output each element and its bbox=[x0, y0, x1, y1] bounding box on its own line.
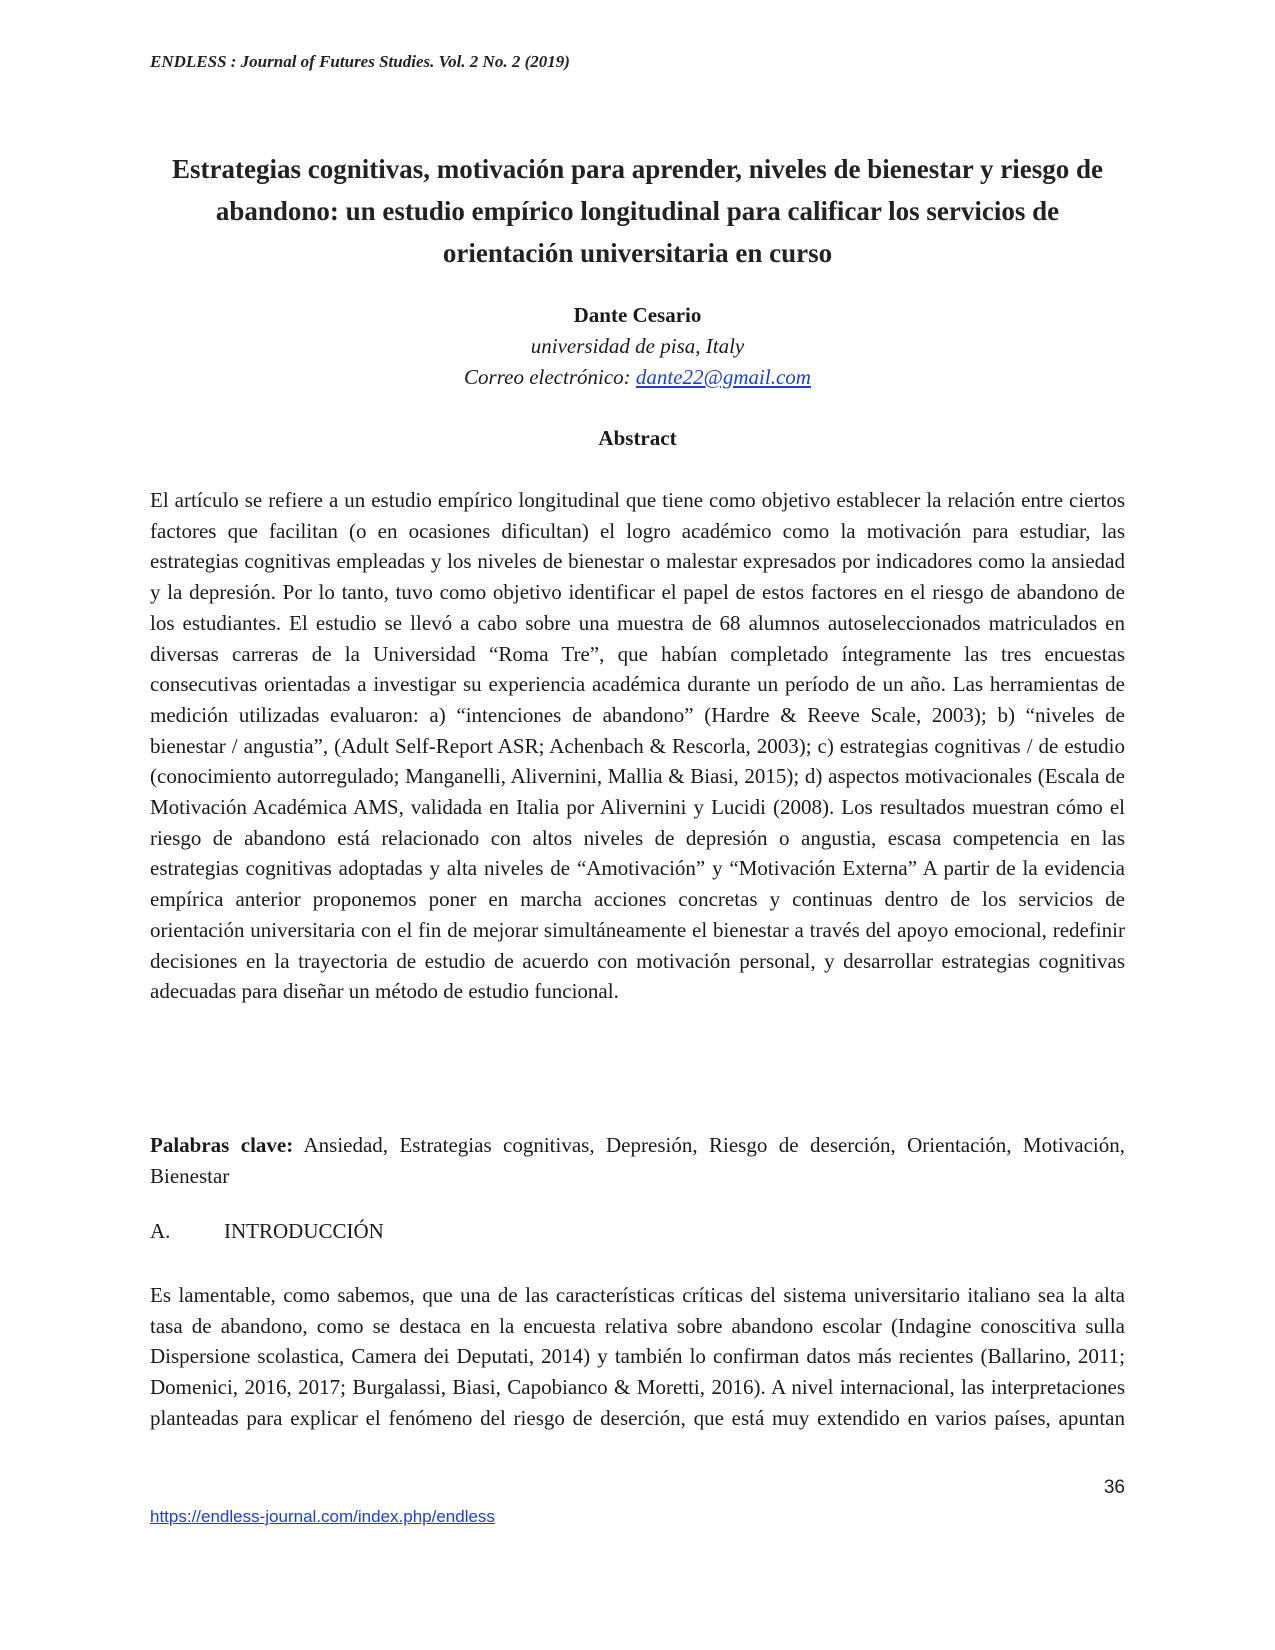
journal-url-link[interactable]: https://endless-journal.com/index.php/endless bbox=[150, 1507, 495, 1526]
section-letter: A. bbox=[150, 1219, 171, 1243]
email-link[interactable]: dante22@gmail.com bbox=[635, 365, 811, 389]
running-header: ENDLESS : Journal of Futures Studies. Vol. 2 No. 2 (2019) bbox=[150, 52, 570, 71]
article-title: Estrategias cognitivas, motivación para aprender, niveles de bienestar y riesgo de abandono: un estudio empírico longitudinal para calificar los servicios de orientación universitaria en curso bbox=[172, 154, 1103, 268]
section-title: INTRODUCCIÓN bbox=[224, 1219, 384, 1243]
abstract-text: El artículo se refiere a un estudio empírico longitudinal que tiene como objetivo establecer la relación entre ciertos factores que facilitan (o en ocasiones dificultan) el logro académico como la motivación para estudiar, las estrategias cognitivas empleadas y los niveles de bienestar o malestar expresados por indicadores como la ansiedad y la depresión. Por lo tanto, tuvo como objetivo identificar el papel de estos factores en el riesgo de abandono de los estudiantes. El estudio se llevó a cabo sobre una muestra de 68 alumnos autoseleccionados matriculados en diversas carreras de la Universidad “Roma Tre”, que habían completado íntegramente las tres encuestas consecutivas orientadas a investigar su experiencia académica durante un período de un año. Las herramientas de medición utilizadas evaluaron: a) “intenciones de abandono” (Hardre & Reeve Scale, 2003); b) “niveles de bienestar / angustia”, (Adult Self-Report ASR; Achenbach & Rescorla, 2003); c) estrategias cognitivas / de estudio (conocimiento autorregulado; Manganelli, Alivernini, Mallia & Biasi, 2015); d) aspectos motivacionales (Escala de Motivación Académica AMS, validada en Italia por Alivernini y Lucidi (2008). Los resultados muestran cómo el riesgo de abandono está relacionado con altos niveles de depresión o angustia, escasa competencia en las estrategias cognitivas adoptadas y alta niveles de “Amotivación” y “Motivación Externa” A partir de la evidencia empírica anterior proponemos poner en marcha acciones concretas y continuas dentro de los servicios de orientación universitaria con el fin de mejorar simultáneamente el bienestar a través del apoyo emocional, redefinir decisiones en la trayectoria de estudio de acuerdo con motivación personal, y desarrollar estrategias cognitivas adecuadas para diseñar un método de estudio funcional. bbox=[150, 488, 1125, 1004]
section-heading bbox=[150, 1219, 384, 1244]
email-label: Correo electrónico: bbox=[464, 365, 636, 389]
author-affiliation: universidad de pisa, Italy bbox=[530, 334, 745, 358]
keywords-text: Ansiedad, Estrategias cognitivas, Depresión, Riesgo de deserción, Orientación, Motivación, Bienestar bbox=[150, 1133, 1125, 1188]
abstract-heading: Abstract bbox=[598, 426, 677, 450]
author-email-line bbox=[150, 362, 1125, 393]
page-number: 36 bbox=[1103, 1477, 1125, 1498]
keywords-paragraph bbox=[150, 1130, 1125, 1191]
author-name: Dante Cesario bbox=[573, 303, 702, 327]
introduction-text: Es lamentable, como sabemos, que una de las características críticas del sistema universitario italiano sea la alta tasa de abandono, como se destaca en la encuesta relativa sobre abandono escolar (Indagine conoscitiva sulla Dispersione scolastica, Camera dei Deputati, 2014) y también lo confirman datos más recientes (Ballarino, 2011; Domenici, 2016, 2017; Burgalassi, Biasi, Capobianco & Moretti, 2016). A nivel internacional, las interpretaciones planteadas para explicar el fenómeno del riesgo de deserción, que está muy extendido en varios países, apuntan bbox=[150, 1283, 1125, 1430]
author-block bbox=[150, 300, 1125, 393]
keywords-label: Palabras clave: bbox=[150, 1133, 294, 1157]
